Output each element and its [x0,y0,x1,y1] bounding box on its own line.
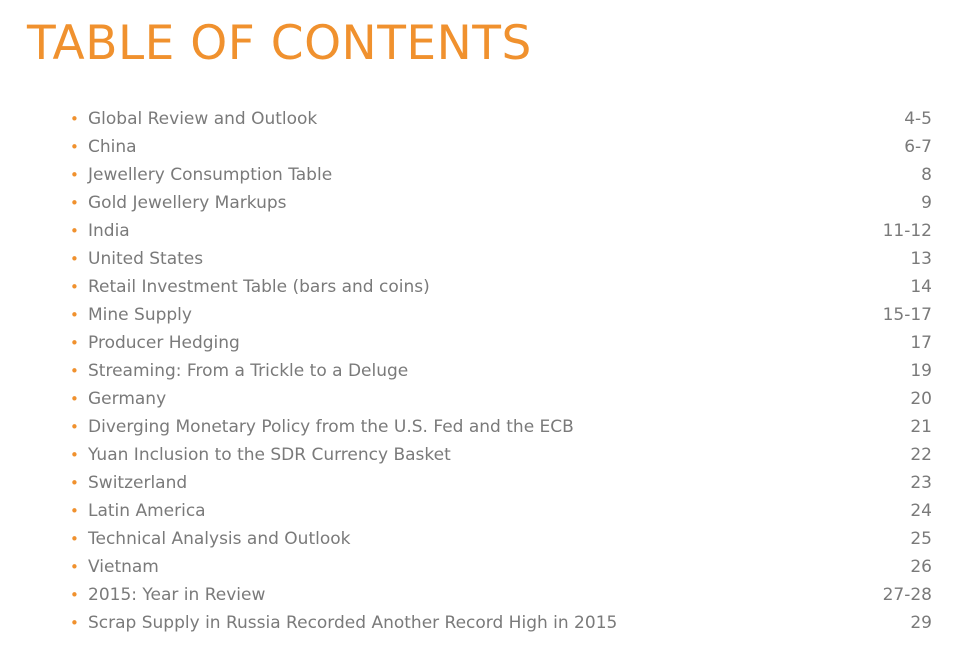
bullet-icon: • [70,474,79,492]
bullet-icon: • [70,110,79,128]
toc-entry[interactable] [70,609,932,637]
bullet-icon: • [70,418,79,436]
bullet-icon: • [70,390,79,408]
toc-entry-page-number: 11-12 [882,221,932,241]
toc-entry-title: Mine Supply [88,305,192,325]
toc-entry[interactable] [70,497,932,525]
bullet-icon: • [70,362,79,380]
toc-entry-page-number: 4-5 [904,109,932,129]
toc-entry[interactable] [70,105,932,133]
toc-entry-page-number: 21 [910,417,932,437]
toc-entry-title: Switzerland [88,473,188,493]
toc-entry-title: Jewellery Consumption Table [88,165,333,185]
toc-entry-page-number: 13 [910,249,932,269]
toc-entry-page-number: 9 [921,193,932,213]
toc-entry-title: Gold Jewellery Markups [88,193,287,213]
toc-entry-title: Vietnam [88,557,159,577]
bullet-icon: • [70,222,79,240]
bullet-icon: • [70,278,79,296]
toc-entry-page-number: 22 [910,445,932,465]
bullet-icon: • [70,614,79,632]
toc-entry-title: 2015: Year in Review [88,585,266,605]
toc-entry-page-number: 6-7 [904,137,932,157]
bullet-icon: • [70,502,79,520]
toc-entry-page-number: 14 [910,277,932,297]
toc-entry-title: Yuan Inclusion to the SDR Currency Basket [88,445,451,465]
toc-entry-page-number: 24 [910,501,932,521]
toc-entry[interactable] [70,441,932,469]
toc-entry-title: Retail Investment Table (bars and coins) [88,277,430,297]
toc-entry-page-number: 25 [910,529,932,549]
toc-entry-page-number: 19 [910,361,932,381]
page-title: TABLE OF CONTENTS [27,16,532,71]
toc-entry-title: United States [88,249,204,269]
toc-entry-title: Germany [88,389,167,409]
toc-entry[interactable] [70,245,932,273]
toc-entry[interactable] [70,133,932,161]
toc-entry[interactable] [70,525,932,553]
toc-entry-page-number: 17 [910,333,932,353]
toc-entry[interactable] [70,413,932,441]
toc-entry-page-number: 26 [910,557,932,577]
bullet-icon: • [70,586,79,604]
bullet-icon: • [70,446,79,464]
bullet-icon: • [70,558,79,576]
toc-entry-page-number: 27-28 [882,585,932,605]
bullet-icon: • [70,530,79,548]
toc-entry-page-number: 20 [910,389,932,409]
toc-entry-title: Diverging Monetary Policy from the U.S. Fed and the ECB [88,417,574,437]
toc-entry-title: India [88,221,130,241]
toc-entry[interactable] [70,217,932,245]
toc-entry[interactable] [70,189,932,217]
toc-entry[interactable] [70,357,932,385]
toc-entry-title: Latin America [88,501,206,521]
bullet-icon: • [70,250,79,268]
toc-entry-page-number: 29 [910,613,932,633]
toc-entry[interactable] [70,161,932,189]
toc-entry-title: Streaming: From a Trickle to a Deluge [88,361,409,381]
toc-entry[interactable] [70,385,932,413]
toc-entry[interactable] [70,553,932,581]
bullet-icon: • [70,306,79,324]
bullet-icon: • [70,166,79,184]
toc-entry-title: Scrap Supply in Russia Recorded Another Record High in 2015 [88,613,618,633]
toc-entry-page-number: 15-17 [882,305,932,325]
toc-entry-page-number: 23 [910,473,932,493]
toc-entry-title: Technical Analysis and Outlook [88,529,351,549]
toc-entry-title: China [88,137,137,157]
bullet-icon: • [70,334,79,352]
toc-entry[interactable] [70,273,932,301]
toc-entry[interactable] [70,581,932,609]
bullet-icon: • [70,194,79,212]
bullet-icon: • [70,138,79,156]
toc-entry-title: Global Review and Outlook [88,109,318,129]
toc-entry[interactable] [70,469,932,497]
toc-entry[interactable] [70,301,932,329]
toc-entry-page-number: 8 [921,165,932,185]
toc-entry-title: Producer Hedging [88,333,240,353]
table-of-contents-list [70,105,932,637]
toc-entry[interactable] [70,329,932,357]
